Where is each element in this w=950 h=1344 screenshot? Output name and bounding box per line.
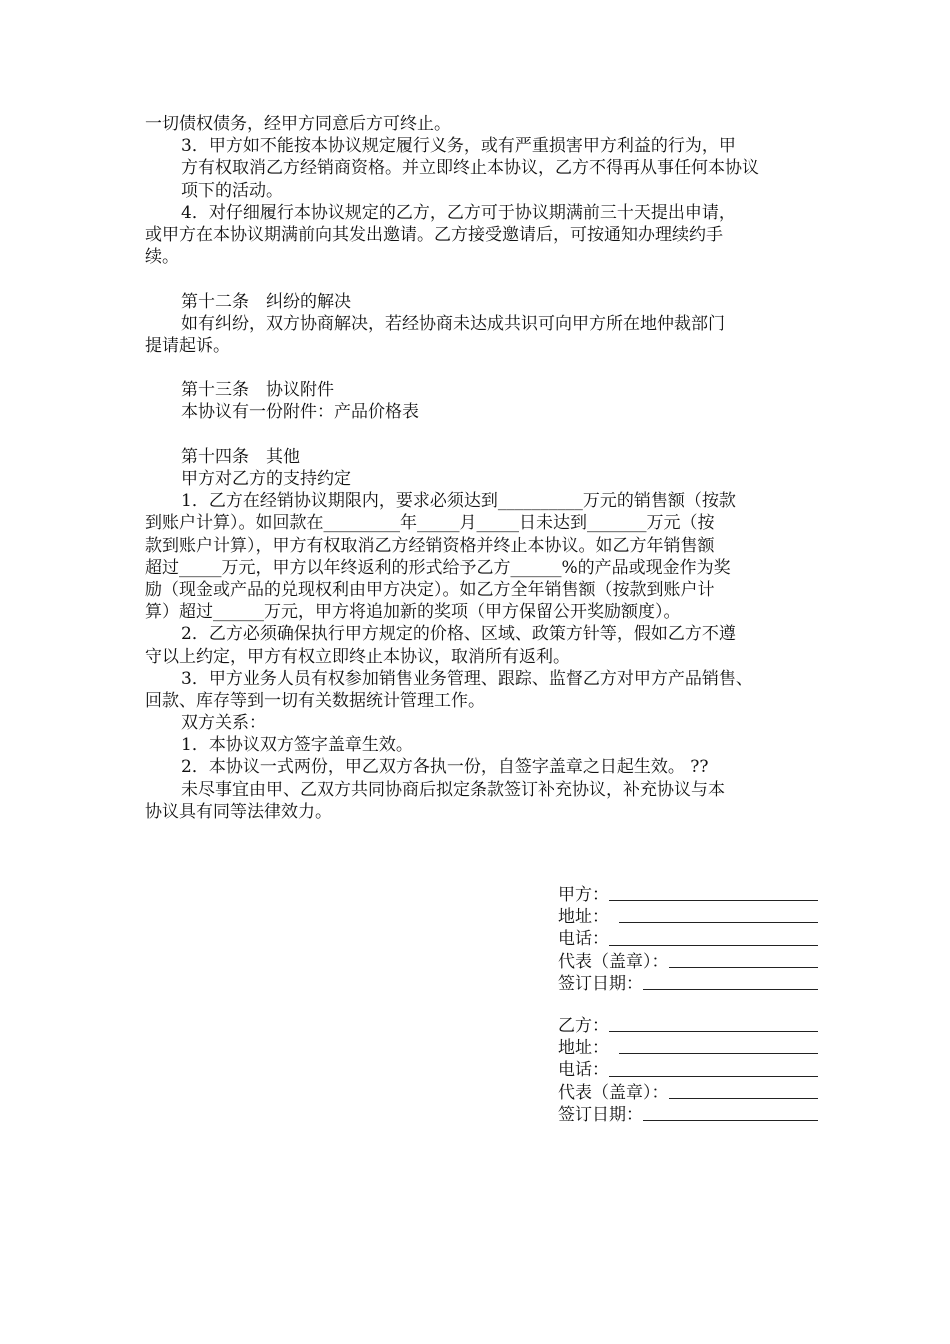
party-b-row xyxy=(558,1104,818,1126)
party-b-blank-field[interactable] xyxy=(669,1098,819,1099)
party-a-row xyxy=(558,951,818,973)
text-line: 回款、库存等到一切有关数据统计管理工作。 xyxy=(145,690,485,711)
text-line: 协议具有同等法律效力。 xyxy=(145,801,332,822)
text-line: 提请起诉。 xyxy=(145,335,230,356)
text-line: 3．甲方业务人员有权参加销售业务管理、跟踪、监督乙方对甲方产品销售、 xyxy=(181,668,753,689)
party-b-label: 代表（盖章）： xyxy=(558,1082,669,1103)
party-b-row xyxy=(558,1037,818,1059)
text-line: 4．对仔细履行本协议规定的乙方，乙方可于协议期满前三十天提出申请， xyxy=(181,202,736,223)
party-b-label: 电话： xyxy=(558,1060,609,1081)
party-a-label: 签订日期： xyxy=(558,973,643,994)
text-line: 到账户计算）。如回款在_________年_____月_____日未达到_______万元（按 xyxy=(145,513,715,534)
text-line: 一切债权债务，经甲方同意后方可终止。 xyxy=(145,114,451,134)
text-line: 款到账户计算），甲方有权取消乙方经销资格并终止本协议。如乙方年销售额 xyxy=(145,535,715,556)
party-b-blank-field[interactable] xyxy=(619,1053,818,1054)
party-a-blank-field[interactable] xyxy=(669,967,819,968)
text-line: 算）超过______万元，甲方将追加新的奖项（甲方保留公开奖励额度）。 xyxy=(145,602,681,623)
text-line: 第十二条 纠纷的解决 xyxy=(181,291,351,312)
text-line: 第十四条 其他 xyxy=(181,446,300,467)
party-b-label: 乙方： xyxy=(558,1015,609,1036)
party-a-row xyxy=(558,906,818,928)
text-line: 第十三条 协议附件 xyxy=(181,380,334,401)
party-b-blank-field[interactable] xyxy=(643,1120,818,1121)
party-a-label: 代表（盖章）： xyxy=(558,951,669,972)
party-a-label: 地址： xyxy=(558,907,609,928)
signature-block-party-a xyxy=(558,884,818,995)
text-line: 未尽事宜由甲、乙双方共同协商后拟定条款签订补充协议，补充协议与本 xyxy=(181,779,725,800)
text-line: 如有纠纷，双方协商解决，若经协商未达成共识可向甲方所在地仲裁部门 xyxy=(181,313,725,334)
party-b-row xyxy=(558,1059,818,1081)
text-line: 守以上约定，甲方有权立即终止本协议，取消所有返利。 xyxy=(145,646,570,667)
text-line: 励（现金或产品的兑现权利由甲方决定）。如乙方全年销售额（按款到账户计 xyxy=(145,579,715,600)
party-b-blank-field[interactable] xyxy=(609,1076,818,1077)
text-line: 1．本协议双方签字盖章生效。 xyxy=(181,735,413,756)
party-a-blank-field[interactable] xyxy=(619,922,818,923)
text-line: 3．甲方如不能按本协议规定履行义务，或有严重损害甲方利益的行为，甲 xyxy=(181,136,736,157)
party-a-row xyxy=(558,928,818,950)
text-line: 本协议有一份附件：产品价格表 xyxy=(181,402,419,423)
party-b-blank-field[interactable] xyxy=(609,1031,818,1032)
party-a-row xyxy=(558,884,818,906)
party-a-blank-field[interactable] xyxy=(609,900,818,901)
blank-line xyxy=(145,357,825,379)
text-line: 超过_____万元，甲方以年终返利的形式给予乙方______%的产品或现金作为奖 xyxy=(145,557,731,578)
party-a-label: 电话： xyxy=(558,929,609,950)
party-b-row xyxy=(558,1015,818,1037)
party-b-row xyxy=(558,1082,818,1104)
party-a-row xyxy=(558,973,818,995)
blank-line xyxy=(145,424,825,446)
text-line: 2．乙方必须确保执行甲方规定的价格、区域、政策方针等，假如乙方不遵 xyxy=(181,624,736,645)
party-a-blank-field[interactable] xyxy=(609,945,818,946)
party-b-label: 签订日期： xyxy=(558,1104,643,1125)
text-line: 方有权取消乙方经销商资格。并立即终止本协议，乙方不得再从事任何本协议 xyxy=(181,158,759,179)
party-a-blank-field[interactable] xyxy=(643,989,818,990)
party-a-label: 甲方： xyxy=(558,884,609,905)
text-line: 1．乙方在经销协议期限内，要求必须达到__________万元的销售额（按款 xyxy=(181,491,736,512)
blank-line xyxy=(145,268,825,290)
agreement-body xyxy=(145,113,825,823)
text-line: 项下的活动。 xyxy=(181,180,283,201)
signature-block-party-b xyxy=(558,1015,818,1126)
text-line: 或甲方在本协议期满前向其发出邀请。乙方接受邀请后，可按通知办理续约手 xyxy=(145,224,723,245)
text-line: 2．本协议一式两份，甲乙双方各执一份，自签字盖章之日起生效。 ?? xyxy=(181,757,709,778)
text-line: 双方关系： xyxy=(181,713,266,734)
text-line: 续。 xyxy=(145,247,179,268)
party-b-label: 地址： xyxy=(558,1038,609,1059)
text-line: 甲方对乙方的支持约定 xyxy=(181,469,351,489)
